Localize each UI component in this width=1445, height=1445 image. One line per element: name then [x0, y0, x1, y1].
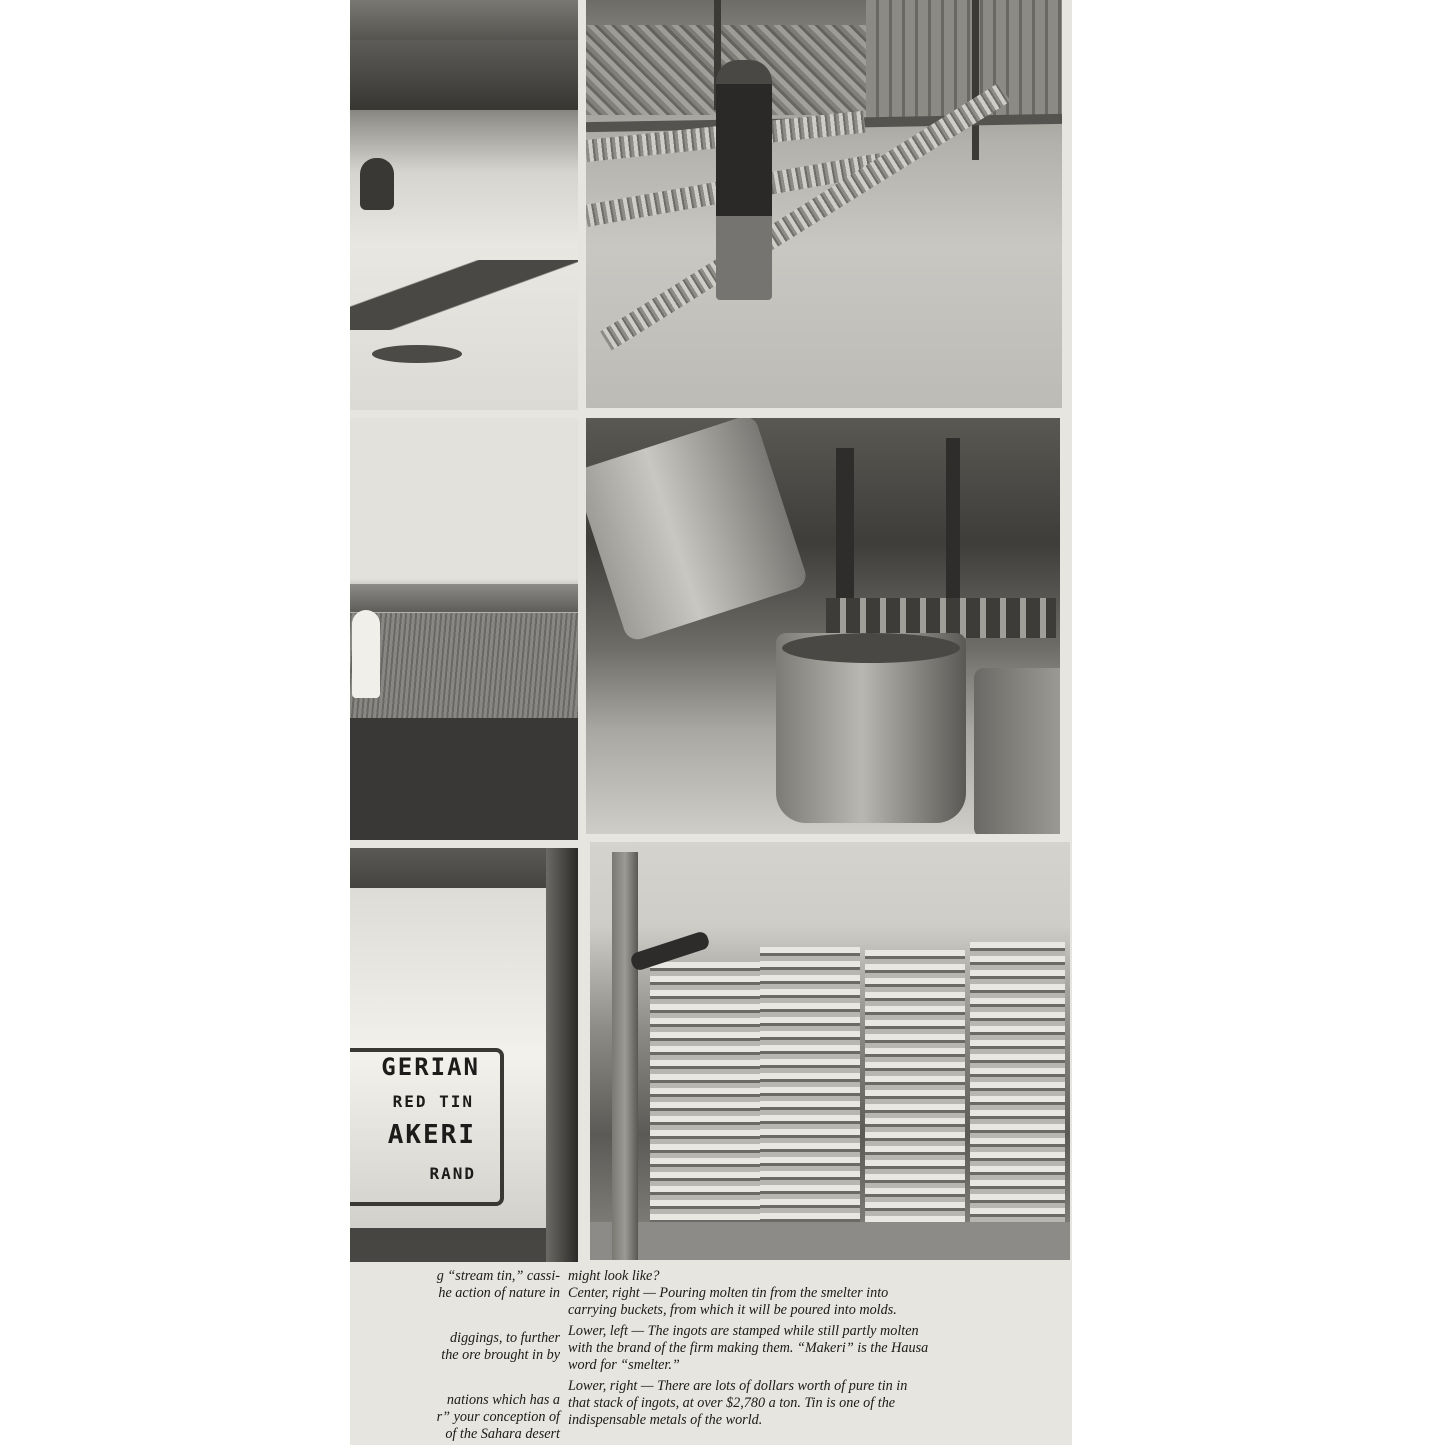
horizon-buildings [350, 584, 578, 612]
caption-left-line: r” your conception of [436, 1409, 560, 1425]
stream-bank [350, 260, 578, 330]
photo-sluice-troughs [586, 0, 1062, 408]
ingot-stack [970, 942, 1065, 1222]
photo-landscape [350, 418, 578, 840]
caption-right-line: that stack of ingots, at over $2,780 a ton. Tin is one of the [568, 1395, 896, 1411]
caption-left-line: nations which has a [446, 1392, 560, 1408]
caption-right-line: Lower, right — There are lots of dollars worth of pure tin in [568, 1378, 908, 1394]
ingot-edge [546, 848, 578, 1262]
carrying-bucket [974, 668, 1060, 834]
caption-left-line: the ore brought in by [441, 1347, 560, 1363]
caption-left-line: of the Sahara desert [445, 1426, 560, 1442]
ingot-stack [650, 962, 760, 1222]
road [350, 718, 578, 840]
photo-stream-tin [350, 0, 578, 410]
stamp-line-3: AKERI [387, 1120, 476, 1150]
person-in-robe [352, 610, 380, 698]
caption-left-line: he action of nature in [438, 1285, 560, 1301]
cliff [350, 40, 578, 110]
rock [372, 345, 462, 363]
carrying-bucket [776, 633, 966, 823]
caption-right-line: with the brand of the firm making them. “Makeri” is the Hausa [568, 1340, 929, 1356]
stamp-line-2: RED TIN [392, 1092, 474, 1111]
caption-left-line: diggings, to further [450, 1330, 560, 1346]
photo-pouring-tin [586, 418, 1060, 834]
post [612, 852, 638, 1260]
caption-left-line: g “stream tin,” cassi- [436, 1268, 560, 1284]
caption-right-line: Center, right — Pouring molten tin from the smelter into [568, 1285, 889, 1301]
stamp-line-4: RAND [429, 1164, 476, 1183]
ingot-molds [826, 598, 1056, 638]
caption-right-line: carrying buckets, from which it will be poured into molds. [568, 1302, 897, 1318]
caption-right-line: might look like? [568, 1268, 660, 1284]
ingot-stack [760, 947, 860, 1222]
caption-right-line: indispensable metals of the world. [568, 1412, 763, 1428]
wooden-shed [866, 0, 1062, 120]
caption-right-line: word for “smelter.” [568, 1357, 680, 1373]
caption-right-line: Lower, left — The ingots are stamped while still partly molten [568, 1323, 919, 1339]
worker-with-rake [716, 60, 772, 300]
photo-ingot-stacks [590, 842, 1070, 1260]
photo-stamped-ingot [350, 848, 578, 1262]
ingot-stack [865, 950, 965, 1222]
grass-field [350, 613, 578, 718]
tilted-bucket [586, 418, 809, 643]
floor [590, 1222, 1070, 1260]
stamp-line-1: GERIAN [381, 1053, 480, 1081]
magazine-page [350, 0, 1072, 1445]
pole [972, 0, 979, 160]
person-in-stream [360, 158, 394, 210]
